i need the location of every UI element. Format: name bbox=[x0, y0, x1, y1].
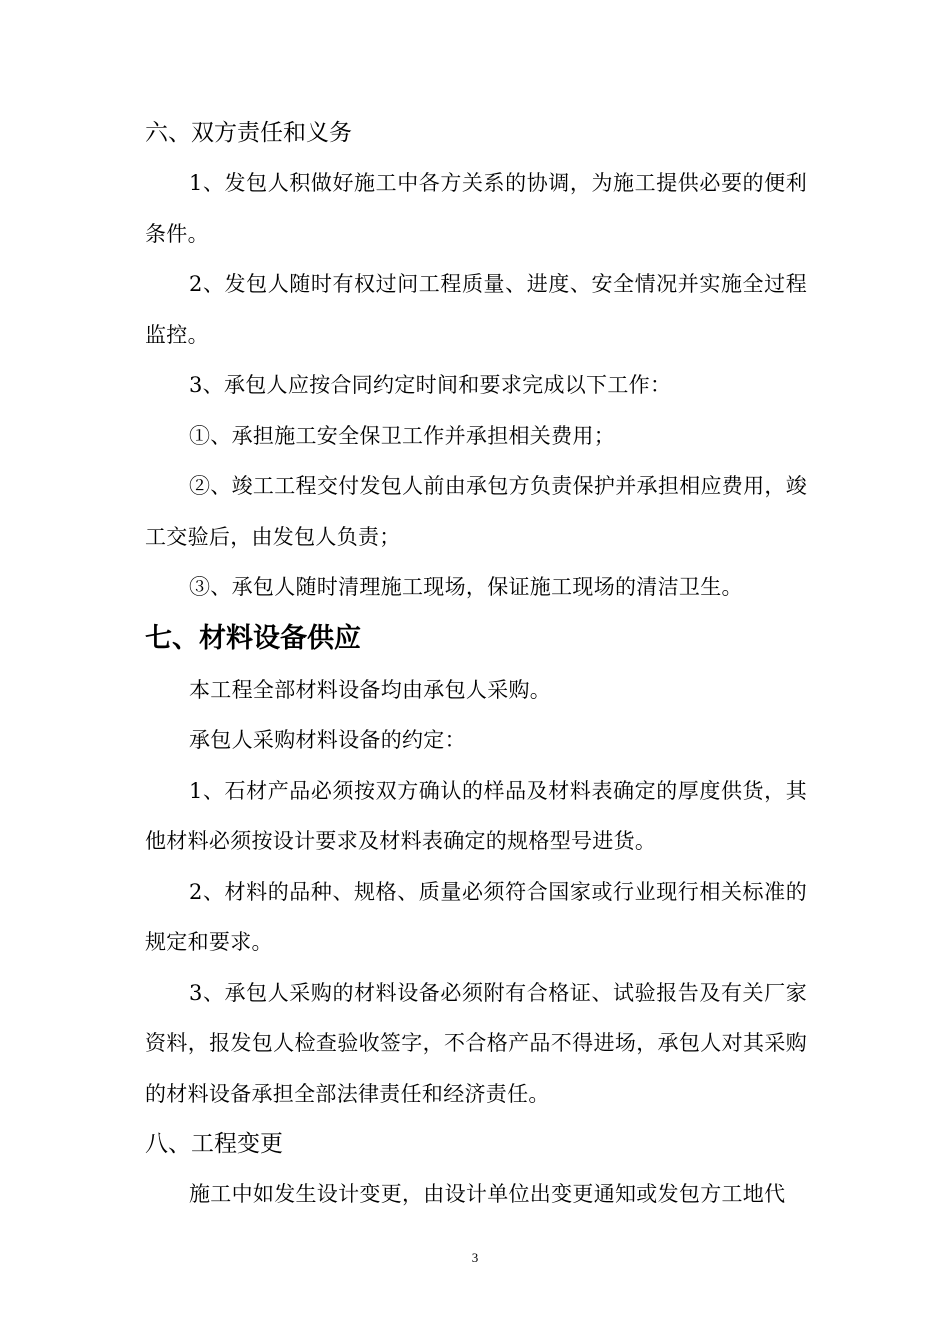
paragraph: 2、材料的品种、规格、质量必须符合国家或行业现行相关标准的规定和要求。 bbox=[145, 879, 807, 954]
paragraph: 2、发包人随时有权过问工程质量、进度、安全情况并实施全过程监控。 bbox=[145, 272, 807, 347]
paragraph: 本工程全部材料设备均由承包人采购。 bbox=[189, 677, 552, 702]
section-heading-7: 七、材料设备供应 bbox=[145, 622, 361, 654]
paragraph: 3、承包人应按合同约定时间和要求完成以下工作： bbox=[189, 373, 672, 397]
paragraph: 承包人采购材料设备的约定： bbox=[189, 728, 466, 752]
paragraph: 3、承包人采购的材料设备必须附有合格证、试验报告及有关厂家资料，报发包人检查验收签字，不合格产品不得进场，承包人对其采购的材料设备承担全部法律责任和经济责任。 bbox=[145, 980, 807, 1106]
page-content bbox=[145, 108, 807, 1220]
section-heading-8: 八、工程变更 bbox=[145, 1131, 283, 1157]
paragraph: 施工中如发生设计变更，由设计单位出变更通知或发包方工地代 bbox=[189, 1182, 786, 1206]
section-heading-6: 六、双方责任和义务 bbox=[145, 120, 352, 146]
paragraph: ①、承担施工安全保卫工作并承担相关费用； bbox=[189, 423, 615, 448]
page-number: 3 bbox=[471, 1250, 479, 1265]
paragraph: 1、石材产品必须按双方确认的样品及材料表确定的厚度供货，其他材料必须按设计要求及材料表确定的规格型号进货。 bbox=[145, 778, 807, 853]
paragraph: 1、发包人积做好施工中各方关系的协调，为施工提供必要的便利条件。 bbox=[145, 171, 807, 246]
paragraph: ③、承包人随时清理施工现场，保证施工现场的清洁卫生。 bbox=[189, 575, 743, 599]
paragraph: ②、竣工工程交付发包人前由承包方负责保护并承担相应费用，竣工交验后，由发包人负责； bbox=[145, 474, 807, 549]
